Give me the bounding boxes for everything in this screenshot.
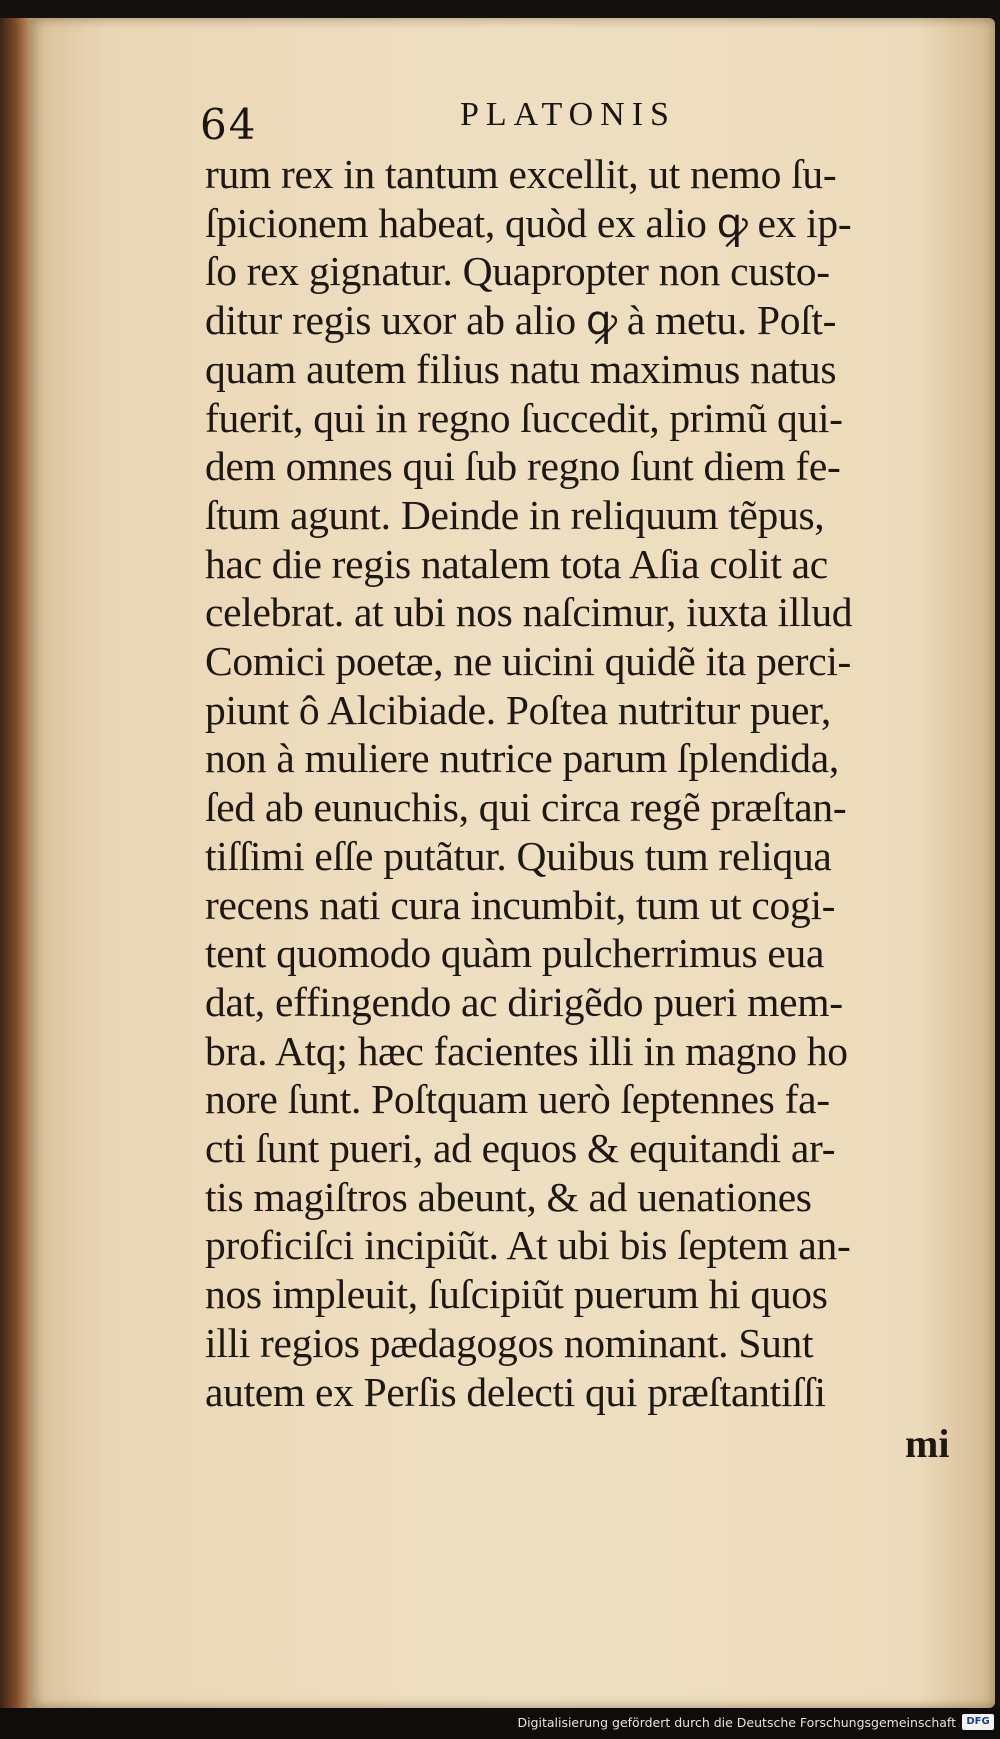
body-text — [205, 150, 965, 1416]
text-line: autem ex Perſis delecti qui præſtantiſſi — [205, 1368, 826, 1415]
text-line: ſpicionem habeat, quòd ex alio ꝙ ex ip- — [205, 199, 852, 246]
page-number: 64 — [200, 100, 258, 149]
text-line: ſed ab eunuchis, qui circa regẽ præſtan- — [205, 784, 847, 831]
text-line: non à muliere nutrice parum ſplendida, — [205, 735, 839, 782]
text-line: illi regios pædagogos nominant. Sunt — [205, 1319, 814, 1366]
text-line: tiſſimi eſſe putãtur. Quibus tum reliqua — [205, 832, 832, 879]
text-line: quam autem filius natu maximus natus — [205, 345, 837, 392]
text-line: nore ſunt. Poſtquam uerò ſeptennes fa- — [205, 1076, 830, 1123]
text-line: dat, effingendo ac dirigẽdo pueri mem- — [205, 978, 843, 1025]
text-line: ſtum agunt. Deinde in reliquum tẽpus, — [205, 491, 825, 538]
text-line: bra. Atq; hæc facientes illi in magno ho — [205, 1027, 848, 1074]
text-line: Comici poetæ, ne uicini quidẽ ita perci- — [205, 638, 852, 685]
text-line: nos impleuit, ſuſcipiũt puerum hi quos — [205, 1271, 828, 1318]
text-line: recens nati cura incumbit, tum ut cogi- — [205, 881, 836, 928]
digitization-credit: Digitalisierung gefördert durch die Deutsche Forschungsgemeinschaft — [517, 1715, 956, 1730]
text-line: fuerit, qui in regno ſuccedit, primũ qui- — [205, 394, 843, 441]
text-line: piunt ô Alcibiade. Poſtea nutritur puer, — [205, 686, 832, 733]
catchword: mi — [905, 1421, 950, 1466]
text-line: celebrat. at ubi nos naſcimur, iuxta illud — [205, 589, 853, 636]
book-spine-edge — [0, 18, 34, 1708]
text-line: hac die regis natalem tota Aſia colit ac — [205, 540, 828, 587]
text-line: rum rex in tantum excellit, ut nemo ſu- — [205, 151, 837, 197]
text-line: tis magiſtros abeunt, & ad uenationes — [205, 1173, 812, 1220]
text-line: tent quomodo quàm pulcherrimus eua — [205, 930, 825, 977]
text-line: ditur regis uxor ab alio ꝙ à metu. Poſt- — [205, 297, 837, 344]
running-head: PLATONIS — [460, 96, 676, 133]
text-line: cti ſunt pueri, ad equos & equitandi ar- — [205, 1125, 836, 1172]
text-line: dem omnes qui ſub regno ſunt diem fe- — [205, 443, 841, 490]
text-line: ſo rex gignatur. Quapropter non custo- — [205, 248, 830, 295]
text-line: proficiſci incipiũt. At ubi bis ſeptem an- — [205, 1222, 851, 1269]
dfg-logo: DFG — [962, 1714, 994, 1730]
